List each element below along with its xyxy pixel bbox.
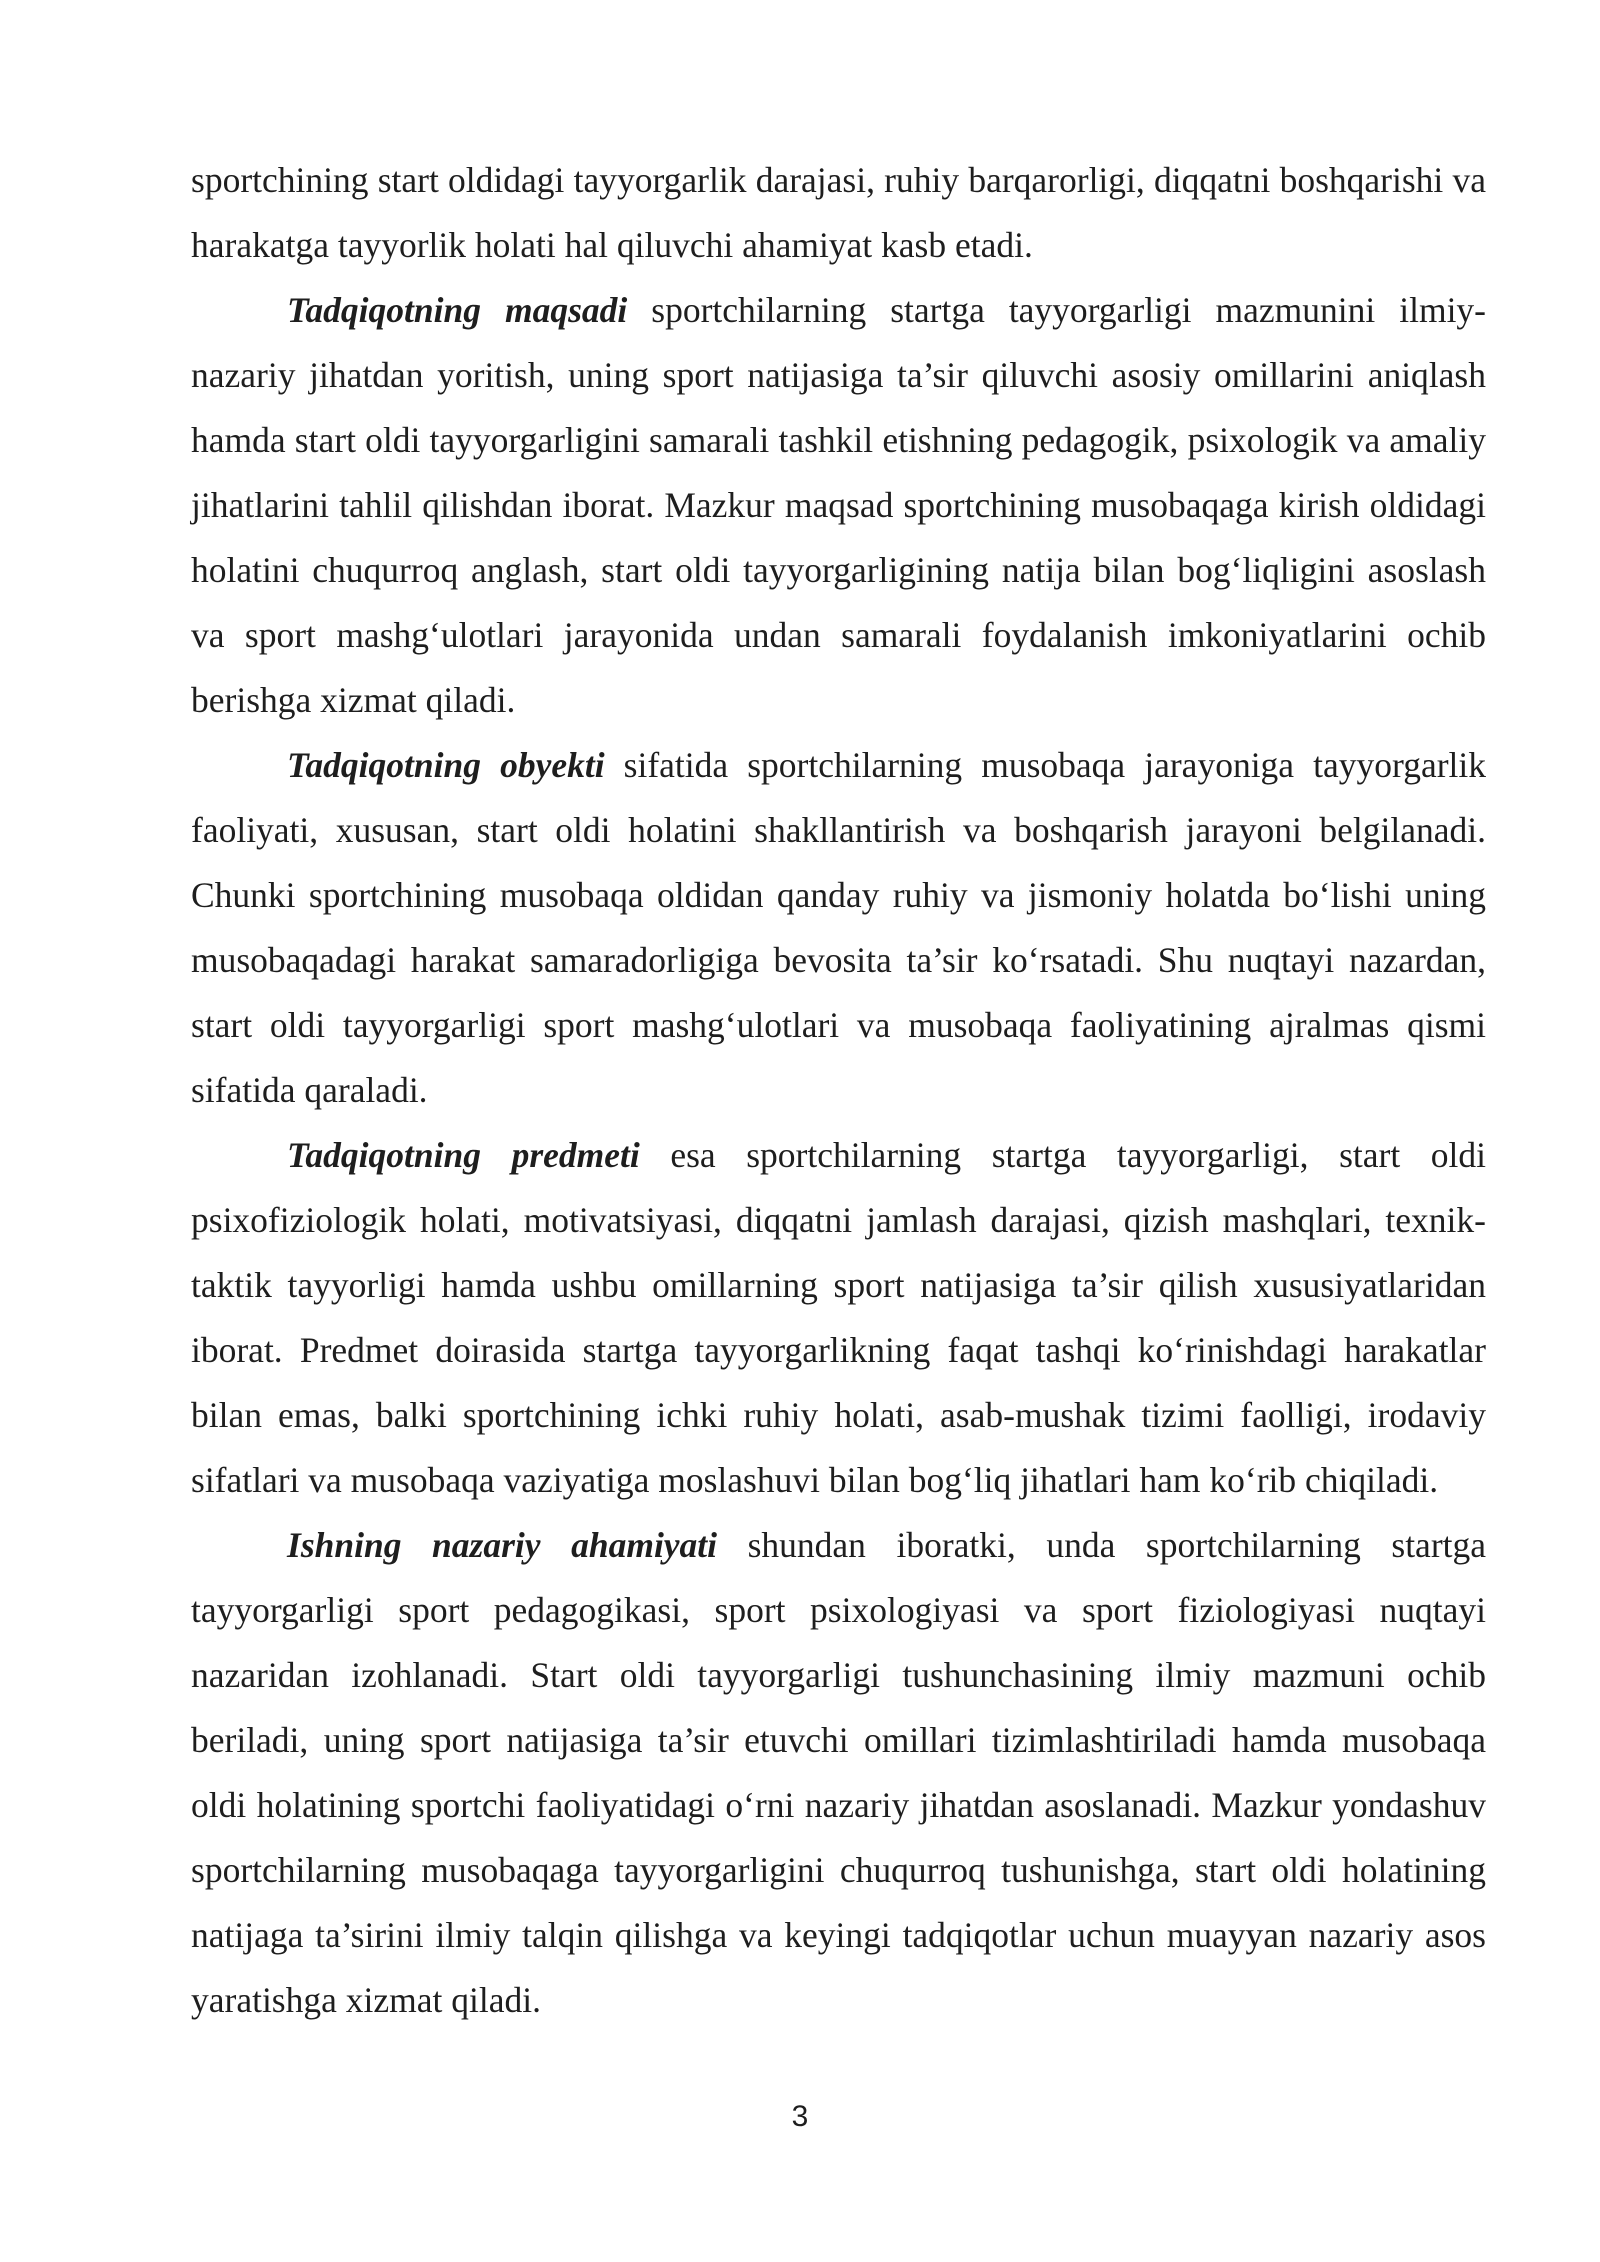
- paragraph-text: esa sportchilarning startga tayyorgarligi, start oldi psixofiziologik holati, motivatsiyasi, diqqatni jamlash darajasi, qizish mashqlari, texnik-taktik tayyorligi hamda ushbu omillarning sport natijasiga ta’sir qilish xususiyatlaridan iborat. Predmet doirasida startga tayyorgarlikning faqat tashqi ko‘rinishdagi harakatlar bilan emas, balki sportchining ichki ruhiy holati, asab-mushak tizimi faolligi, irodaviy sifatlari va musobaqa vaziyatiga moslashuvi bilan bog‘liq jihatlari ham ko‘rib chiqiladi.: [191, 1135, 1486, 1500]
- page-number: 3: [791, 2100, 809, 2133]
- term-research-goal: Tadqiqotning maqsadi: [287, 290, 628, 330]
- paragraph-research-object: [191, 733, 1486, 1123]
- paragraph-theoretical-significance: [191, 1513, 1486, 2033]
- term-research-subject: Tadqiqotning predmeti: [287, 1135, 640, 1175]
- paragraph-text: sportchining start oldidagi tayyorgarlik darajasi, ruhiy barqarorligi, diqqatni boshqarishi va harakatga tayyorlik holati hal qiluvchi ahamiyat kasb etadi.: [191, 160, 1486, 265]
- document-body: [191, 148, 1486, 2033]
- paragraph-research-subject: [191, 1123, 1486, 1513]
- paragraph-continuation: [191, 148, 1486, 278]
- term-theoretical-significance: Ishning nazariy ahamiyati: [287, 1525, 718, 1565]
- paragraph-research-goal: [191, 278, 1486, 733]
- paragraph-text: shundan iboratki, unda sportchilarning startga tayyorgarligi sport pedagogikasi, sport psixologiyasi va sport fiziologiyasi nuqtayi nazaridan izohlanadi. Start oldi tayyorgarligi tushunchasining ilmiy mazmuni ochib beriladi, uning sport natijasiga ta’sir etuvchi omillari tizimlashtiriladi hamda musobaqa oldi holatining sportchi faoliyatidagi o‘rni nazariy jihatdan asoslanadi. Mazkur yondashuv sportchilarning musobaqaga tayyorgarligini chuqurroq tushunishga, start oldi holatining natijaga ta’sirini ilmiy talqin qilishga va keyingi tadqiqotlar uchun muayyan nazariy asos yaratishga xizmat qiladi.: [191, 1525, 1487, 2020]
- paragraph-text: sportchilarning startga tayyorgarligi mazmunini ilmiy-nazariy jihatdan yoritish, uning sport natijasiga ta’sir qiluvchi asosiy omillarini aniqlash hamda start oldi tayyorgarligini samarali tashkil etishning pedagogik, psixologik va amaliy jihatlarini tahlil qilishdan iborat. Mazkur maqsad sportchining musobaqaga kirish oldidagi holatini chuqurroq anglash, start oldi tayyorgarligining natija bilan bog‘liqligini asoslash va sport mashg‘ulotlari jarayonida undan samarali foydalanish imkoniyatlarini ochib berishga xizmat qiladi.: [191, 290, 1487, 720]
- term-research-object: Tadqiqotning obyekti: [287, 745, 605, 785]
- paragraph-text: sifatida sportchilarning musobaqa jarayoniga tayyorgarlik faoliyati, xususan, start oldi holatini shakllantirish va boshqarish jarayoni belgilanadi. Chunki sportchining musobaqa oldidan qanday ruhiy va jismoniy holatda bo‘lishi uning musobaqadagi harakat samaradorligiga bevosita ta’sir ko‘rsatadi. Shu nuqtayi nazardan, start oldi tayyorgarligi sport mashg‘ulotlari va musobaqa faoliyatining ajralmas qismi sifatida qaraladi.: [191, 745, 1486, 1110]
